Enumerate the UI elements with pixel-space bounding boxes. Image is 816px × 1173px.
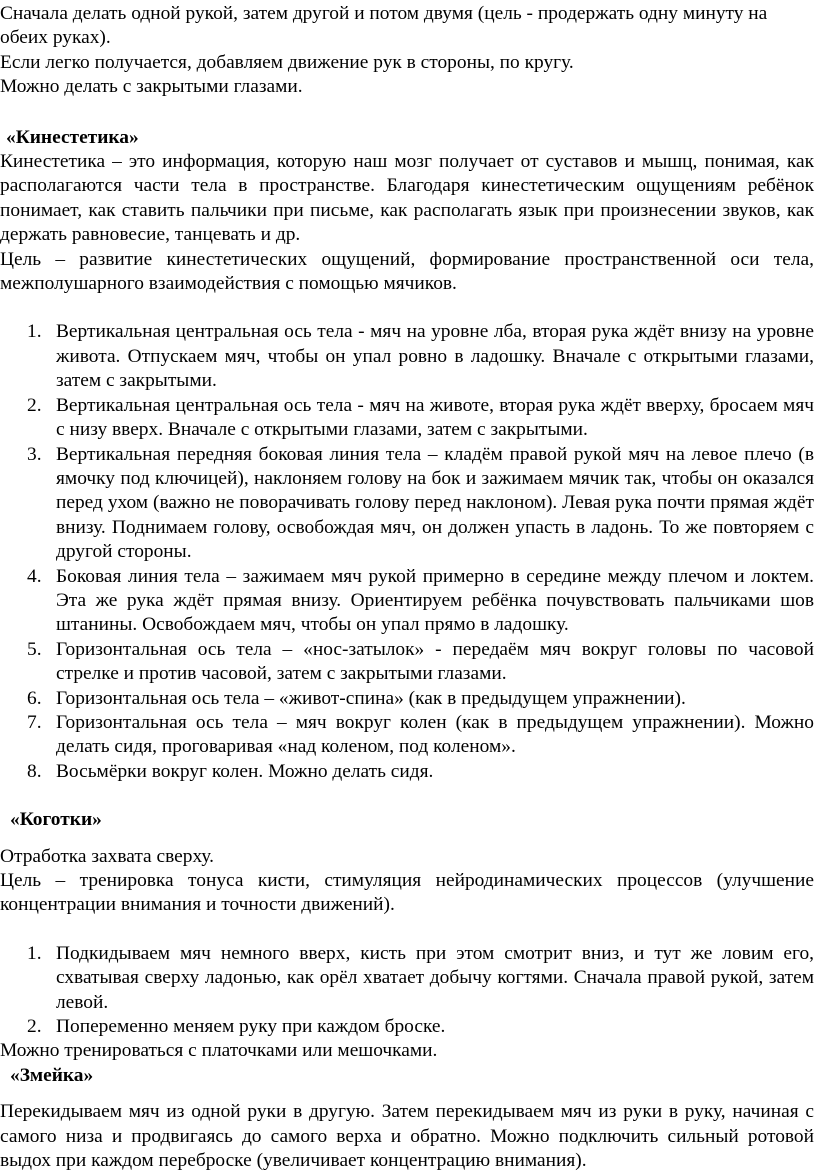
list-item-number: 2. xyxy=(27,1016,42,1038)
zmeyka-description: Перекидываем мяч из одной руки в другую. Затем перекидываем мяч из руки в руку, начиная с самого низа и продвигаясь до самого верха и обратно. Можно подключить сильный ротовой выдох при каждом переброске (увеличивает концентрацию внимания). xyxy=(0,1101,814,1172)
kogotki-goal: Цель – тренировка тонуса кисти, стимуляция нейродинамических процессов (улучшение концентрации внимания и точности движений). xyxy=(0,870,814,916)
kinestetika-heading: «Кинестетика» xyxy=(6,126,139,148)
list-item-text: Вертикальная центральная ось тела - мяч на уровне лба, вторая рука ждёт внизу на уровне живота. Отпускаем мяч, чтобы он упал ровно в ладошку. Вначале с открытыми глазами, затем с закрытыми. xyxy=(56,321,814,392)
list-item-number: 4. xyxy=(27,565,42,587)
list-item xyxy=(0,687,814,711)
zmeyka-heading: «Змейка» xyxy=(10,1064,94,1086)
list-item-text: Боковая линия тела – зажимаем мяч рукой примерно в середине между плечом и локтем. Эта же рука ждёт прямая внизу. Ориентируем ребёнка почувствовать пальчиками шов штанины. Освобождаем мяч, чтобы он упал прямо в ладошку. xyxy=(56,565,814,636)
list-item xyxy=(0,1015,814,1039)
list-item-number: 6. xyxy=(27,687,42,709)
intro-paragraph-3: Можно делать с закрытыми глазами. xyxy=(0,76,303,98)
list-item-number: 3. xyxy=(27,443,42,465)
kogotki-exercise-list xyxy=(0,942,814,1040)
list-item xyxy=(0,638,814,687)
list-item-text: Горизонтальная ось тела – «нос-затылок» - передаём мяч вокруг головы по часовой стрелке и против часовой, затем с закрытыми глазами. xyxy=(56,638,814,685)
list-item-text: Восьмёрки вокруг колен. Можно делать сидя. xyxy=(56,760,434,782)
list-item-text: Горизонтальная ось тела – «живот-спина» (как в предыдущем упражнении). xyxy=(56,687,686,709)
list-item xyxy=(0,565,814,638)
list-item xyxy=(0,711,814,760)
list-item-number: 5. xyxy=(27,638,42,660)
kogotki-heading: «Коготки» xyxy=(10,809,102,831)
list-item xyxy=(0,443,814,565)
list-item xyxy=(0,394,814,443)
kinestetika-exercise-list xyxy=(0,320,814,784)
list-item-text: Попеременно меняем руку при каждом броске. xyxy=(56,1016,446,1038)
list-item-number: 2. xyxy=(27,394,42,416)
list-item-text: Горизонтальная ось тела – мяч вокруг колен (как в предыдущем упражнении). Можно делать сидя, проговаривая «над коленом, под коленом». xyxy=(56,711,814,758)
document-page xyxy=(0,2,814,1173)
intro-paragraph-1: Сначала делать одной рукой, затем другой и потом двумя (цель - продержать одну минуту на обеих руках). xyxy=(0,3,768,49)
list-item xyxy=(0,942,814,1015)
kogotki-note: Можно тренироваться с платочками или мешочками. xyxy=(0,1040,438,1062)
list-item-number: 8. xyxy=(27,760,42,782)
kinestetika-description: Кинестетика – это информация, которую наш мозг получает от суставов и мышц, понимая, как располагаются части тела в пространстве. Благодаря кинестетическим ощущениям ребёнок понимает, как ставить пальчики при письме, как располагать язык при произнесении звуков, как держать равновесие, танцевать и др. xyxy=(0,151,814,246)
kinestetika-goal: Цель – развитие кинестетических ощущений, формирование пространственной оси тела, межполушарного взаимодействия с помощью мячиков. xyxy=(0,248,814,295)
list-item-text: Подкидываем мяч немного вверх, кисть при этом смотрит вниз, и тут же ловим его, схватывая сверху ладонью, как орёл хватает добычу когтями. Сначала правой рукой, затем левой. xyxy=(56,942,814,1013)
list-item xyxy=(0,760,814,784)
list-item-text: Вертикальная передняя боковая линия тела – кладём правой рукой мяч на левое плечо (в ямочку под ключицей), наклоняем голову на бок и зажимаем мячик так, чтобы он оказался перед ухом (важно не поворачивать голову перед наклоном). Левая рука почти прямая ждёт внизу. Поднимаем голову, освобождая мяч, он должен упасть в ладонь. То же повторяем с другой стороны. xyxy=(56,443,814,563)
list-item-number: 1. xyxy=(27,321,42,343)
list-item-number: 7. xyxy=(27,711,42,733)
list-item-number: 1. xyxy=(27,942,42,964)
intro-paragraph-2: Если легко получается, добавляем движение рук в стороны, по кругу. xyxy=(0,51,574,73)
list-item xyxy=(0,320,814,393)
kogotki-description: Отработка захвата сверху. xyxy=(0,845,215,867)
list-item-text: Вертикальная центральная ось тела - мяч на животе, вторая рука ждёт вверху, бросаем мяч с низу вверх. Вначале с открытыми глазами, затем с закрытыми. xyxy=(56,394,814,441)
